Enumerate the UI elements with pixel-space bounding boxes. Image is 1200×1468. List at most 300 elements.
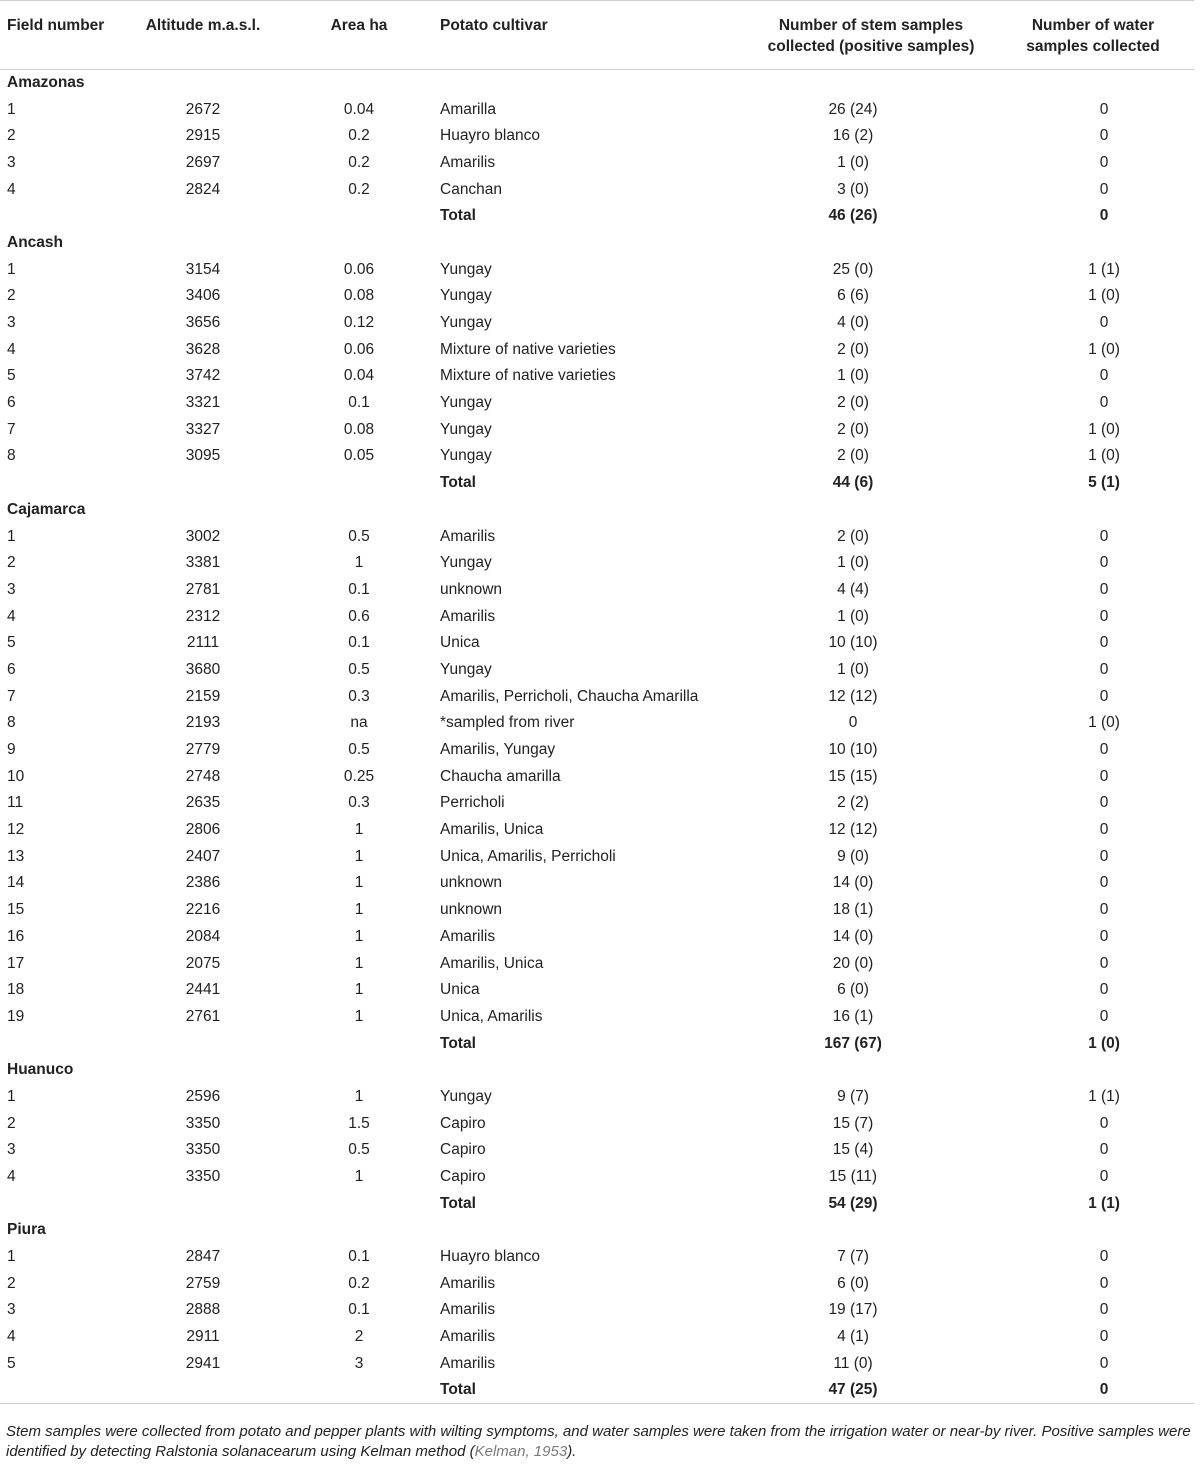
cell-area: 0.1 [348, 634, 370, 652]
cell-water-samples: 0 [1099, 1301, 1109, 1319]
cell-cultivar: Amarilis, Yungay [440, 741, 556, 759]
cell-altitude: 3406 [185, 287, 221, 305]
cell-altitude: 2084 [185, 927, 221, 945]
cell-cultivar: Yungay [440, 554, 492, 572]
cell-area: na [350, 714, 368, 732]
total-row [0, 203, 1194, 230]
cell-area: 0.2 [348, 180, 370, 198]
cell-water-samples: 0 [1099, 127, 1109, 145]
empty-cell [140, 1190, 296, 1217]
cell-field-number: 2 [7, 287, 16, 305]
total-water-samples: 0 [1099, 207, 1109, 225]
cell-altitude: 2635 [185, 794, 221, 812]
cell-altitude: 2779 [185, 741, 221, 759]
cell-area: 0.06 [343, 260, 375, 278]
cell-field-number: 1 [7, 100, 16, 118]
cell-cultivar: Amarilis [440, 927, 496, 945]
cell-water-samples: 0 [1099, 874, 1109, 892]
cell-cultivar: Huayro blanco [440, 1248, 540, 1266]
total-stem-samples: 46 (26) [828, 207, 878, 225]
cell-altitude: 2915 [185, 127, 221, 145]
region-row [0, 70, 1194, 97]
cell-altitude: 3002 [185, 527, 221, 545]
cell-area: 1 [354, 954, 364, 972]
cell-cultivar: Amarilis [440, 153, 496, 171]
cell-water-samples: 0 [1099, 180, 1109, 198]
cell-water-samples: 0 [1099, 1007, 1109, 1025]
region-row [0, 1057, 1194, 1084]
cell-area: 0.5 [348, 660, 370, 678]
cell-field-number: 1 [7, 1248, 16, 1266]
cell-stem-samples: 9 (0) [837, 847, 869, 865]
cell-water-samples: 0 [1099, 1168, 1109, 1186]
table-row [0, 1004, 1194, 1031]
cell-stem-samples: 10 (10) [828, 741, 878, 759]
total-label: Total [422, 1377, 742, 1404]
table-row [0, 150, 1194, 177]
header-water-samples: Number of water samples collected [994, 1, 1194, 70]
cell-cultivar: Yungay [440, 420, 492, 438]
table-caption [6, 1422, 1196, 1462]
cell-cultivar: Capiro [440, 1141, 486, 1159]
cell-water-samples: 0 [1099, 741, 1109, 759]
table-row [0, 1084, 1194, 1111]
cell-water-samples: 0 [1099, 901, 1109, 919]
cell-altitude: 2216 [185, 901, 221, 919]
cell-water-samples: 0 [1099, 767, 1109, 785]
empty-cell [140, 470, 296, 497]
total-row [0, 1030, 1194, 1057]
cell-cultivar: Huayro blanco [440, 127, 540, 145]
cell-stem-samples: 3 (0) [837, 180, 869, 198]
cell-stem-samples: 12 (12) [828, 687, 878, 705]
cell-cultivar: Mixture of native varieties [440, 340, 616, 358]
cell-water-samples: 1 (0) [1088, 340, 1120, 358]
cell-stem-samples: 4 (4) [837, 580, 869, 598]
table-row [0, 790, 1194, 817]
cell-water-samples: 1 (0) [1088, 714, 1120, 732]
cell-area: 1 [354, 847, 364, 865]
table-row [0, 123, 1194, 150]
cell-water-samples: 0 [1099, 1328, 1109, 1346]
table-row [0, 390, 1194, 417]
cell-cultivar: Amarilis [440, 607, 496, 625]
table-row [0, 1324, 1194, 1351]
cell-cultivar: Unica [440, 634, 480, 652]
cell-cultivar: Amarilis, Perricholi, Chaucha Amarilla [440, 687, 699, 705]
cell-stem-samples: 14 (0) [832, 927, 874, 945]
cell-altitude: 2407 [185, 847, 221, 865]
cell-stem-samples: 0 [848, 714, 858, 732]
cell-area: 1 [354, 1007, 364, 1025]
total-stem-samples: 54 (29) [828, 1194, 878, 1212]
cell-water-samples: 0 [1099, 1274, 1109, 1292]
empty-cell [0, 1377, 140, 1404]
cell-altitude: 2111 [186, 634, 220, 652]
cell-cultivar: Chaucha amarilla [440, 767, 561, 785]
total-water-samples: 0 [994, 1377, 1194, 1404]
cell-stem-samples: 4 (1) [837, 1328, 869, 1346]
cell-stem-samples: 7 (7) [837, 1248, 869, 1266]
cell-cultivar: Perricholi [440, 794, 505, 812]
table-row [0, 683, 1194, 710]
cell-area: 1 [354, 1168, 364, 1186]
cell-stem-samples: 12 (12) [828, 821, 878, 839]
cell-cultivar: Amarilis [440, 527, 496, 545]
cell-area: 1.5 [348, 1114, 370, 1132]
region-row [0, 497, 1194, 524]
cell-field-number: 8 [7, 714, 16, 732]
cell-cultivar: Amarilis, Unica [440, 954, 544, 972]
empty-cell [0, 470, 140, 497]
cell-cultivar: Unica, Amarilis, Perricholi [440, 847, 616, 865]
total-stem-samples: 47 (25) [742, 1377, 994, 1404]
cell-field-number: 19 [7, 1007, 25, 1025]
empty-cell [140, 1030, 296, 1057]
table-row [0, 256, 1194, 283]
cell-stem-samples: 2 (0) [837, 420, 869, 438]
cell-stem-samples: 2 (2) [837, 794, 869, 812]
cell-field-number: 18 [7, 981, 25, 999]
total-row [0, 1190, 1194, 1217]
cell-stem-samples: 11 (0) [833, 1354, 873, 1372]
cell-water-samples: 0 [1099, 1114, 1109, 1132]
cell-altitude: 2941 [185, 1354, 221, 1372]
empty-cell [296, 1190, 422, 1217]
cell-altitude: 3628 [185, 340, 221, 358]
cell-cultivar: Capiro [440, 1114, 486, 1132]
cell-stem-samples: 1 (0) [837, 660, 869, 678]
empty-cell [140, 1377, 296, 1404]
cell-field-number: 5 [7, 1354, 16, 1372]
table-row [0, 336, 1194, 363]
cell-cultivar: Amarilis, Unica [440, 821, 544, 839]
cell-stem-samples: 6 (0) [837, 1274, 869, 1292]
cell-water-samples: 0 [1099, 1354, 1109, 1372]
cell-water-samples: 1 (0) [1088, 420, 1120, 438]
cell-altitude: 3381 [185, 554, 221, 572]
empty-cell [140, 203, 296, 230]
empty-cell [296, 203, 422, 230]
total-label: Total [440, 474, 476, 492]
cell-stem-samples: 2 (0) [837, 340, 869, 358]
cell-stem-samples: 26 (24) [828, 100, 878, 118]
cell-stem-samples: 6 (0) [837, 981, 869, 999]
table-row [0, 657, 1194, 684]
cell-altitude: 2824 [185, 180, 221, 198]
region-row [0, 1217, 1194, 1244]
table-row [0, 577, 1194, 604]
cell-stem-samples: 16 (1) [832, 1007, 874, 1025]
cell-area: 0.08 [343, 287, 375, 305]
cell-cultivar: *sampled from river [440, 714, 575, 732]
cell-area: 0.5 [348, 741, 370, 759]
cell-cultivar: Yungay [440, 287, 492, 305]
caption-text: Stem samples were collected from potato and pepper plants with wilting symptoms, and water samples were taken from the irrigation water or near-by river. Positive samples were identified by detecting Ralstonia solanacearum using Kelman method ( [6, 1423, 1191, 1460]
cell-cultivar: Amarilis [440, 1328, 496, 1346]
cell-stem-samples: 10 (10) [828, 634, 878, 652]
cell-water-samples: 0 [1099, 847, 1109, 865]
cell-altitude: 2441 [185, 981, 221, 999]
cell-altitude: 2075 [185, 954, 221, 972]
cell-field-number: 14 [7, 874, 25, 892]
cell-altitude: 3350 [185, 1168, 221, 1186]
cell-water-samples: 0 [1099, 314, 1109, 332]
header-area: Area ha [296, 1, 422, 70]
table-row [0, 176, 1194, 203]
empty-cell [296, 1030, 422, 1057]
cell-area: 1 [354, 821, 364, 839]
cell-field-number: 2 [7, 127, 16, 145]
cell-field-number: 10 [7, 767, 25, 785]
cell-altitude: 2759 [185, 1274, 221, 1292]
cell-altitude: 2888 [185, 1301, 221, 1319]
cell-field-number: 6 [7, 660, 16, 678]
table-row [0, 630, 1194, 657]
cell-cultivar: Unica [440, 981, 480, 999]
cell-area: 0.12 [343, 314, 375, 332]
cell-water-samples: 0 [1099, 954, 1109, 972]
cell-water-samples: 0 [1099, 527, 1109, 545]
cell-cultivar: Amarilis [440, 1274, 496, 1292]
cell-field-number: 13 [7, 847, 25, 865]
cell-altitude: 2781 [185, 580, 221, 598]
cell-water-samples: 0 [1099, 821, 1109, 839]
cell-area: 0.06 [343, 340, 375, 358]
cell-area: 0.6 [348, 607, 370, 625]
cell-area: 2 [354, 1328, 364, 1346]
region-name: Cajamarca [7, 500, 86, 518]
total-water-samples: 5 (1) [1088, 474, 1120, 492]
cell-cultivar: unknown [440, 874, 503, 892]
cell-water-samples: 0 [1099, 580, 1109, 598]
cell-water-samples: 0 [1099, 660, 1109, 678]
cell-cultivar: Amarilla [440, 100, 496, 118]
cell-stem-samples: 19 (17) [828, 1301, 878, 1319]
table-row [0, 950, 1194, 977]
cell-field-number: 6 [7, 394, 16, 412]
cell-water-samples: 0 [1099, 981, 1109, 999]
cell-field-number: 5 [7, 367, 16, 385]
cell-stem-samples: 2 (0) [837, 394, 869, 412]
cell-stem-samples: 2 (0) [837, 527, 869, 545]
table-row [0, 1110, 1194, 1137]
cell-cultivar: Yungay [440, 447, 492, 465]
cell-altitude: 3680 [185, 660, 221, 678]
cell-cultivar: Amarilis [440, 1354, 496, 1372]
cell-field-number: 3 [7, 314, 16, 332]
cell-cultivar: Canchan [440, 180, 503, 198]
cell-cultivar: Amarilis [440, 1301, 496, 1319]
total-stem-samples: 167 (67) [824, 1034, 882, 1052]
cell-area: 0.08 [343, 420, 375, 438]
cell-stem-samples: 4 (0) [837, 314, 869, 332]
cell-field-number: 4 [7, 607, 16, 625]
cell-stem-samples: 2 (0) [837, 447, 869, 465]
cell-cultivar: Yungay [440, 660, 492, 678]
cell-cultivar: unknown [440, 901, 503, 919]
table-row [0, 310, 1194, 337]
cell-altitude: 2312 [185, 607, 221, 625]
table-row [0, 843, 1194, 870]
cell-field-number: 3 [7, 580, 16, 598]
table-row [0, 1137, 1194, 1164]
table-row [0, 443, 1194, 470]
cell-altitude: 3742 [185, 367, 221, 385]
cell-cultivar: Yungay [440, 1087, 492, 1105]
cell-field-number: 2 [7, 1274, 16, 1292]
cell-area: 0.05 [343, 447, 375, 465]
cell-area: 0.1 [348, 580, 370, 598]
table-row [0, 1351, 1194, 1378]
table-row [0, 737, 1194, 764]
cell-stem-samples: 15 (15) [828, 767, 878, 785]
region-name: Ancash [7, 233, 63, 251]
header-potato-cultivar: Potato cultivar [422, 1, 742, 70]
cell-water-samples: 0 [1099, 100, 1109, 118]
cell-field-number: 17 [7, 954, 25, 972]
cell-stem-samples: 1 (0) [837, 607, 869, 625]
cell-field-number: 12 [7, 821, 25, 839]
cell-field-number: 2 [7, 1114, 16, 1132]
region-name: Amazonas [7, 74, 85, 92]
cell-water-samples: 1 (0) [1088, 287, 1120, 305]
cell-area: 0.1 [348, 1248, 370, 1266]
cell-field-number: 8 [7, 447, 16, 465]
cell-water-samples: 0 [1099, 153, 1109, 171]
cell-altitude: 2193 [185, 714, 221, 732]
cell-cultivar: Yungay [440, 394, 492, 412]
total-water-samples: 1 (0) [1088, 1034, 1120, 1052]
cell-stem-samples: 14 (0) [832, 874, 874, 892]
cell-area: 0.5 [348, 527, 370, 545]
region-name: Huanuco [7, 1061, 74, 1079]
cell-stem-samples: 1 (0) [837, 367, 869, 385]
cell-altitude: 2847 [185, 1248, 221, 1266]
cell-altitude: 3095 [185, 447, 221, 465]
cell-field-number: 15 [7, 901, 25, 919]
cell-cultivar: Unica, Amarilis [440, 1007, 543, 1025]
cell-stem-samples: 1 (0) [837, 153, 869, 171]
cell-altitude: 2911 [186, 1328, 220, 1346]
table-row [0, 603, 1194, 630]
cell-altitude: 2748 [185, 767, 221, 785]
empty-cell [0, 203, 140, 230]
cell-field-number: 4 [7, 340, 16, 358]
cell-stem-samples: 25 (0) [832, 260, 874, 278]
table-row [0, 1164, 1194, 1191]
cell-field-number: 4 [7, 1168, 16, 1186]
cell-area: 0.25 [343, 767, 375, 785]
table-row [0, 1270, 1194, 1297]
cell-field-number: 2 [7, 554, 16, 572]
cell-field-number: 16 [7, 927, 25, 945]
cell-altitude: 2697 [185, 153, 221, 171]
cell-area: 0.04 [343, 100, 375, 118]
cell-water-samples: 1 (1) [1088, 1087, 1120, 1105]
cell-altitude: 3656 [185, 314, 221, 332]
cell-altitude: 3154 [185, 260, 221, 278]
cell-water-samples: 1 (0) [1088, 447, 1120, 465]
cell-area: 0.5 [348, 1141, 370, 1159]
cell-altitude: 2159 [185, 687, 221, 705]
cell-water-samples: 0 [1099, 394, 1109, 412]
cell-altitude: 2761 [185, 1007, 221, 1025]
table-header [0, 1, 1194, 70]
total-stem-samples: 44 (6) [832, 474, 874, 492]
table-row [0, 817, 1194, 844]
cell-water-samples: 0 [1099, 367, 1109, 385]
empty-cell [296, 470, 422, 497]
empty-cell [296, 1377, 422, 1404]
cell-field-number: 3 [7, 153, 16, 171]
cell-cultivar: unknown [440, 580, 503, 598]
cell-area: 0.3 [348, 687, 370, 705]
cell-altitude: 2386 [185, 874, 221, 892]
cell-field-number: 11 [7, 794, 24, 812]
empty-cell [0, 1030, 140, 1057]
cell-area: 1 [354, 981, 364, 999]
cell-field-number: 5 [7, 634, 16, 652]
cell-field-number: 1 [7, 1087, 16, 1105]
cell-field-number: 4 [7, 180, 16, 198]
cell-water-samples: 0 [1099, 634, 1109, 652]
table-row [0, 763, 1194, 790]
total-row [0, 470, 1194, 497]
cell-area: 0.2 [348, 1274, 370, 1292]
cell-field-number: 3 [7, 1301, 16, 1319]
cell-field-number: 1 [7, 260, 16, 278]
header-stem-samples: Number of stem samples collected (positive samples) [742, 1, 994, 70]
cell-cultivar: Yungay [440, 314, 492, 332]
cell-altitude: 2806 [185, 821, 221, 839]
cell-water-samples: 0 [1099, 607, 1109, 625]
cell-water-samples: 0 [1099, 1141, 1109, 1159]
table-row [0, 870, 1194, 897]
cell-area: 1 [354, 901, 364, 919]
cell-stem-samples: 15 (7) [832, 1114, 874, 1132]
cell-area: 0.1 [348, 394, 370, 412]
cell-area: 1 [354, 874, 364, 892]
total-label: Total [440, 1194, 476, 1212]
table-row [0, 977, 1194, 1004]
cell-altitude: 2672 [185, 100, 221, 118]
cell-field-number: 3 [7, 1141, 16, 1159]
cell-area: 1 [354, 927, 364, 945]
table-body [0, 70, 1194, 1404]
total-water-samples: 1 (1) [1088, 1194, 1120, 1212]
cell-field-number: 9 [7, 741, 16, 759]
cell-water-samples: 0 [1099, 554, 1109, 572]
cell-field-number: 7 [7, 687, 16, 705]
total-label: Total [440, 1034, 476, 1052]
cell-altitude: 3350 [185, 1114, 221, 1132]
cell-water-samples: 0 [1099, 927, 1109, 945]
table-row [0, 924, 1194, 951]
cell-field-number: 7 [7, 420, 16, 438]
cell-water-samples: 1 (1) [1088, 260, 1120, 278]
caption-citation-link[interactable]: Kelman, 1953 [474, 1443, 568, 1460]
table-row [0, 710, 1194, 737]
cell-cultivar: Mixture of native varieties [440, 367, 616, 385]
table-row [0, 1297, 1194, 1324]
cell-area: 0.2 [348, 153, 370, 171]
cell-cultivar: Yungay [440, 260, 492, 278]
caption-end: ). [567, 1443, 577, 1460]
cell-area: 1 [354, 1087, 364, 1105]
cell-area: 0.3 [348, 794, 370, 812]
header-altitude: Altitude m.a.s.l. [140, 1, 296, 70]
